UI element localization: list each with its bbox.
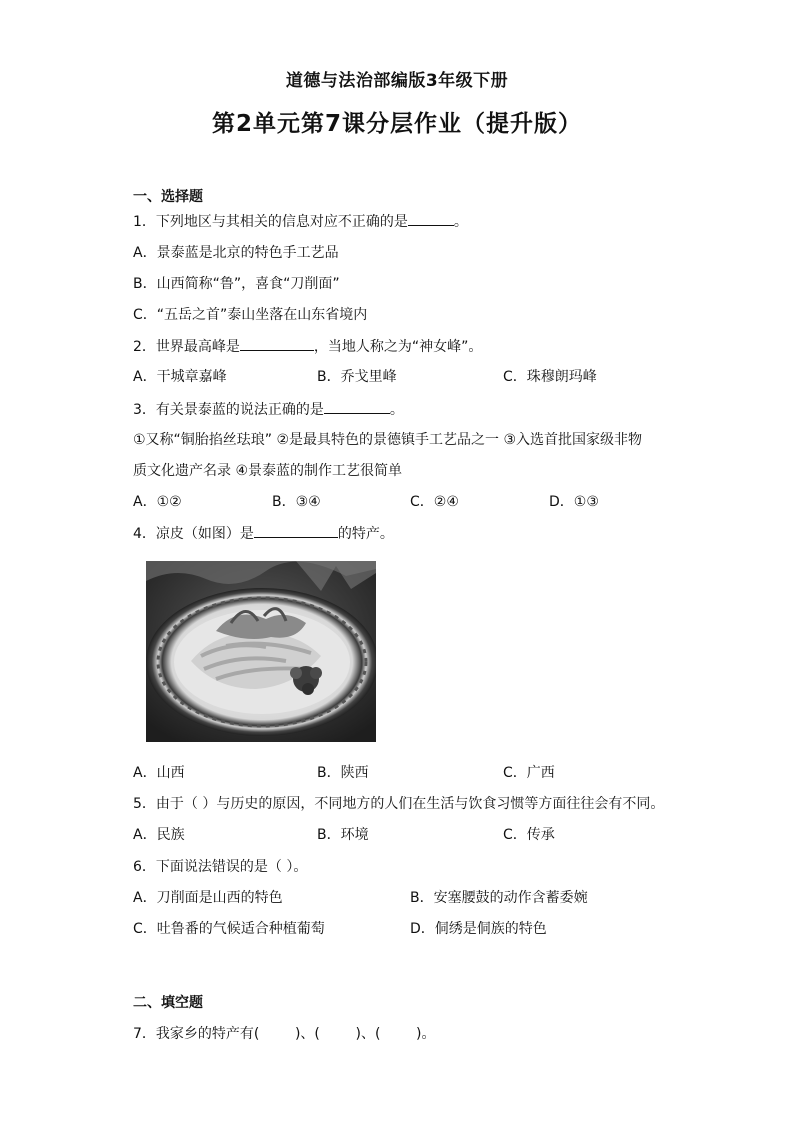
- question-5-stem: 5．由于（ ）与历史的原因，不同地方的人们在生活与饮食习惯等方面往往会有不同。: [133, 796, 665, 812]
- question-2-stem: [133, 336, 482, 357]
- question-2-text: 2．世界最高峰是: [133, 339, 240, 355]
- question-2-option-c: C．珠穆朗玛峰: [503, 369, 597, 385]
- question-5-option-b: B．环境: [317, 827, 369, 843]
- answer-blank: [324, 399, 390, 414]
- answer-blank: [254, 523, 338, 538]
- question-4-text: 4．凉皮（如图）是: [133, 526, 254, 542]
- question-1-text-end: 。: [453, 214, 468, 230]
- liangpi-photo: [146, 561, 376, 742]
- section-heading-choice: 一、选择题: [133, 189, 203, 205]
- answer-blank: [240, 336, 314, 351]
- question-4-option-a: A．山西: [133, 765, 185, 781]
- question-6-option-d: D．侗绣是侗族的特色: [410, 921, 547, 937]
- section-heading-fill-in: 二、填空题: [133, 995, 203, 1011]
- question-4-stem: [133, 523, 394, 544]
- question-1-stem: [133, 211, 468, 232]
- question-3-option-b: B．③④: [272, 494, 321, 510]
- question-3-option-d: D．①③: [549, 494, 599, 510]
- question-3-stem: [133, 399, 404, 420]
- question-2-option-b: B．乔戈里峰: [317, 369, 397, 385]
- question-2-option-a: A．干城章嘉峰: [133, 369, 227, 385]
- question-3-statements-line-1: ①又称“铜胎掐丝珐琅” ②是最具特色的景德镇手工艺品之一 ③入选首批国家级非物: [133, 432, 643, 448]
- question-3-option-a: A．①②: [133, 494, 182, 510]
- question-4-option-c: C．广西: [503, 765, 555, 781]
- answer-blank: [408, 211, 454, 226]
- question-1-option-a: A．景泰蓝是北京的特色手工艺品: [133, 245, 339, 261]
- question-1-text: 1．下列地区与其相关的信息对应不正确的是: [133, 214, 408, 230]
- question-2-text-end: ，当地人称之为“神女峰”。: [313, 339, 483, 355]
- question-7-stem: 7．我家乡的特产有( )、( )、( )。: [133, 1026, 436, 1042]
- question-3-text-end: 。: [389, 402, 404, 418]
- question-6-option-b: B．安塞腰鼓的动作含蓄委婉: [410, 890, 588, 906]
- document-title: 道德与法治部编版3年级下册: [285, 71, 509, 91]
- question-1-option-b: B．山西简称“鲁”，喜食“刀削面”: [133, 276, 340, 292]
- question-5-option-a: A．民族: [133, 827, 185, 843]
- question-4-text-end: 的特产。: [337, 526, 394, 542]
- question-6-option-c: C．吐鲁番的气候适合种植葡萄: [133, 921, 325, 937]
- question-1-option-c: C．“五岳之首”泰山坐落在山东省境内: [133, 307, 368, 323]
- question-3-statements-line-2: 质文化遗产名录 ④景泰蓝的制作工艺很简单: [133, 463, 402, 479]
- liangpi-dish-image: [146, 561, 376, 742]
- question-4-option-b: B．陕西: [317, 765, 369, 781]
- question-6-option-a: A．刀削面是山西的特色: [133, 890, 283, 906]
- question-3-option-c: C．②④: [410, 494, 459, 510]
- document-subtitle: 第2单元第7课分层作业（提升版）: [211, 111, 582, 137]
- question-3-text: 3．有关景泰蓝的说法正确的是: [133, 402, 324, 418]
- question-5-option-c: C．传承: [503, 827, 555, 843]
- question-6-stem: 6．下面说法错误的是（ ）。: [133, 859, 308, 875]
